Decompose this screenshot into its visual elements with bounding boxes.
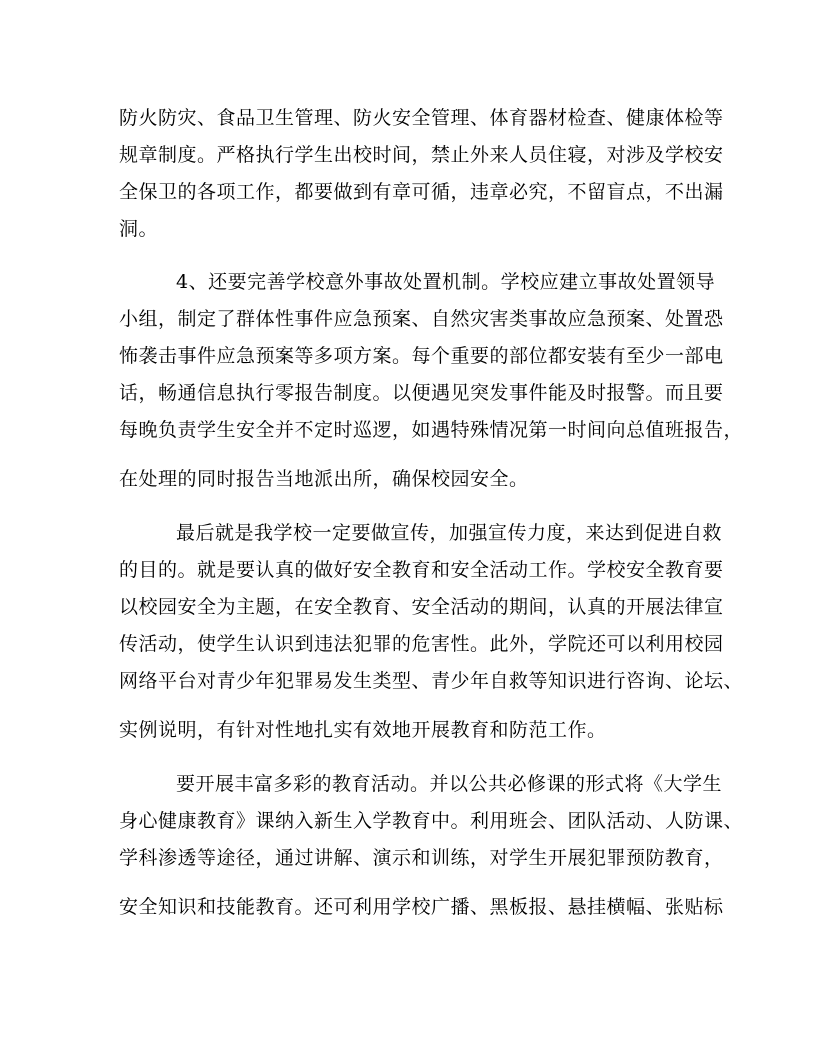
paragraph-line: 全保卫的各项工作，都要做到有章可循，违章必究，不留盲点，不出漏	[119, 181, 724, 203]
paragraph-line: 最后就是我学校一定要做宣传，加强宣传力度，来达到促进自救	[176, 522, 723, 544]
paragraph-line: 网络平台对青少年犯罪易发生类型、青少年自救等知识进行咨询、论坛、	[119, 670, 744, 692]
paragraph-line: 传活动，使学生认识到违法犯罪的危害性。此外，学院还可以利用校园	[119, 633, 724, 655]
paragraph-line: 的目的。就是要认真的做好安全教育和安全活动工作。学校安全教育要	[119, 559, 724, 581]
paragraph-line: 安全知识和技能教育。还可利用学校广播、黑板报、悬挂横幅、张贴标	[119, 896, 724, 918]
paragraph-line: 4、还要完善学校意外事故处置机制。学校应建立事故处置领导	[176, 271, 716, 293]
paragraph-line: 要开展丰富多彩的教育活动。并以公共必修课的形式将《大学生	[176, 773, 723, 795]
paragraph-line: 小组，制定了群体性事件应急预案、自然灾害类事故应急预案、处置恐	[119, 308, 724, 330]
paragraph-line: 实例说明，有针对性地扎实有效地开展教育和防范工作。	[119, 719, 607, 741]
paragraph-line: 以校园安全为主题，在安全教育、安全活动的期间，认真的开展法律宣	[119, 596, 724, 618]
paragraph-line: 规章制度。严格执行学生出校时间，禁止外来人员住寝，对涉及学校安	[119, 144, 724, 166]
paragraph-line: 话，畅通信息执行零报告制度。以便遇见突发事件能及时报警。而且要	[119, 382, 724, 404]
paragraph-line: 在处理的同时报告当地派出所，确保校园安全。	[119, 468, 529, 490]
paragraph-line: 洞。	[119, 218, 159, 240]
paragraph-line: 每晚负责学生安全并不定时巡逻，如遇特殊情况第一时间向总值班报告，	[119, 419, 744, 441]
paragraph-line: 防火防灾、食品卫生管理、防火安全管理、体育器材检查、健康体检等	[119, 107, 724, 129]
paragraph-line: 身心健康教育》课纳入新生入学教育中。利用班会、团队活动、人防课、	[119, 810, 744, 832]
paragraph-line: 怖袭击事件应急预案等多项方案。每个重要的部位都安装有至少一部电	[119, 345, 724, 367]
paragraph-line: 学科渗透等途径，通过讲解、演示和训练，对学生开展犯罪预防教育，	[119, 847, 724, 869]
